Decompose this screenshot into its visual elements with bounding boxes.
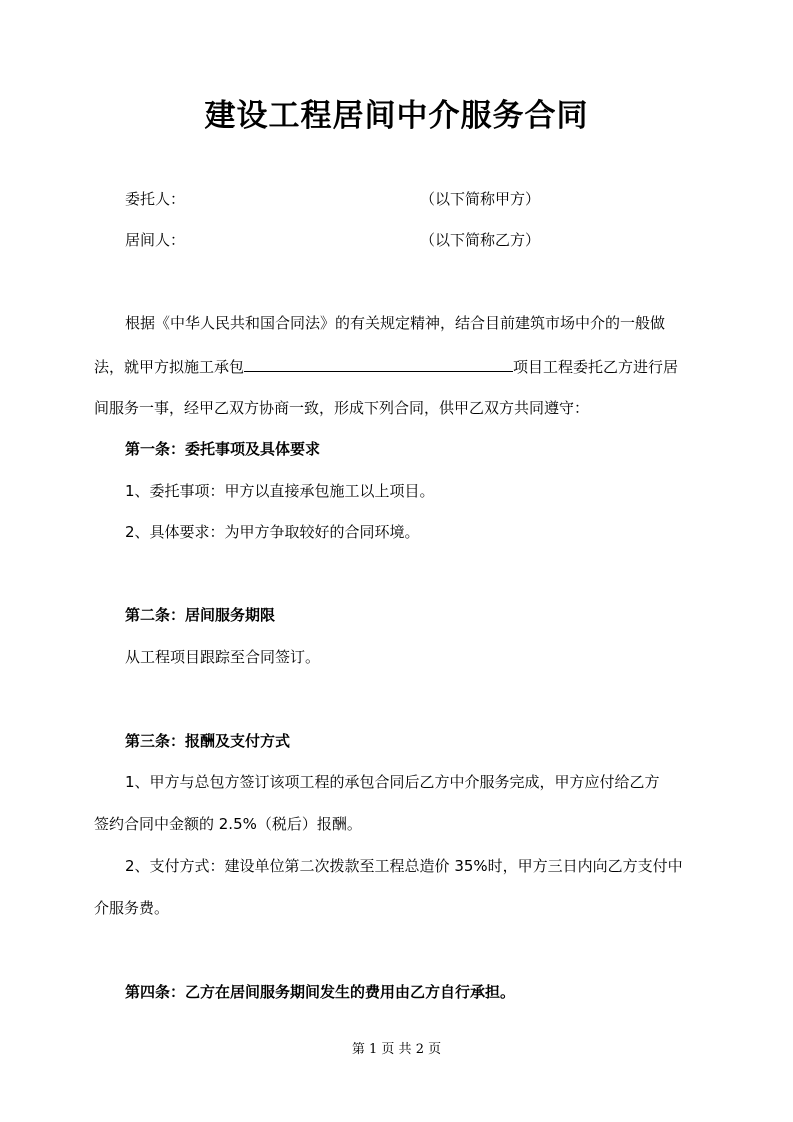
article-1-heading: 第一条：委托事项及具体要求 bbox=[125, 440, 321, 458]
preamble-line-2 bbox=[94, 355, 678, 378]
document-title: 建设工程居间中介服务合同 bbox=[204, 98, 589, 134]
article-3-item-1-line-1: 1、甲方与总包方签订该项工程的承包合同后乙方中介服务完成，甲方应付给乙方 bbox=[125, 773, 660, 791]
client-label: 委托人： bbox=[125, 190, 186, 208]
article-4-heading: 第四条：乙方在居间服务期间发生的费用由乙方自行承担。 bbox=[125, 983, 516, 1001]
project-name-blank[interactable] bbox=[244, 355, 513, 372]
article-2-heading: 第二条：居间服务期限 bbox=[125, 606, 276, 624]
article-3-heading: 第三条：报酬及支付方式 bbox=[125, 732, 291, 750]
agent-note: （以下简称乙方） bbox=[420, 231, 541, 249]
article-3-item-2-line-1: 2、支付方式：建设单位第二次拨款至工程总造价 35%时，甲方三日内向乙方支付中 bbox=[125, 857, 683, 875]
preamble-line-1: 根据《中华人民共和国合同法》的有关规定精神，结合目前建筑市场中介的一般做 bbox=[125, 314, 666, 332]
preamble-line-2-after: 项目工程委托乙方进行居 bbox=[513, 358, 679, 376]
page-footer: 第 1 页 共 2 页 bbox=[351, 1042, 442, 1057]
article-2-text: 从工程项目跟踪至合同签订。 bbox=[125, 648, 321, 666]
preamble-line-3: 间服务一事，经甲乙双方协商一致，形成下列合同，供甲乙双方共同遵守： bbox=[94, 399, 590, 417]
preamble-line-2-before: 法，就甲方拟施工承包 bbox=[94, 358, 245, 376]
article-3-item-1-line-2: 签约合同中金额的 2.5%（税后）报酬。 bbox=[94, 815, 362, 833]
client-note: （以下简称甲方） bbox=[420, 190, 541, 208]
article-3-item-2-line-2: 介服务费。 bbox=[94, 899, 170, 917]
article-1-item-2: 2、具体要求：为甲方争取较好的合同环境。 bbox=[125, 523, 420, 541]
article-1-item-1: 1、委托事项：甲方以直接承包施工以上项目。 bbox=[125, 482, 435, 500]
agent-label: 居间人： bbox=[125, 231, 186, 249]
